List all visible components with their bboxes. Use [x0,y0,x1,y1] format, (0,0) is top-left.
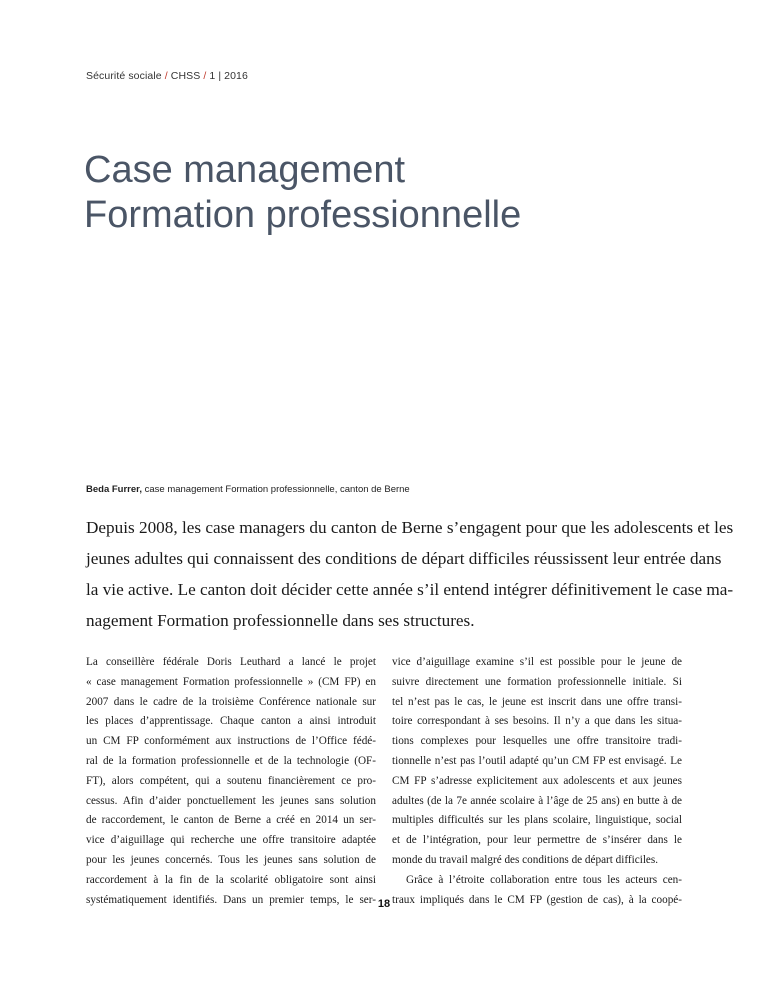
byline [86,484,410,495]
body-line: tel n’est pas le cas, le jeune est inscrit dans une offre transi- [392,695,682,708]
body-line: suivre directement une formation professionnelle initiale. Si [392,675,682,688]
body-line: tions complexes pour lesquelles une offre transitoire tradi- [392,735,682,748]
body-line: de raccordement, le canton de Berne a créé en 2014 un ser- [86,814,376,827]
body-line: vice d’aiguillage qui recherche une offre transitoire adaptée [86,834,376,847]
title-line: Formation professionnelle [84,194,522,236]
body-line: cessus. Afin d’aider ponctuellement les jeunes sans solution [86,794,376,807]
header-separator: / [164,70,168,82]
body-line: systématiquement identifiés. Dans un premier temps, le ser- [86,893,376,906]
journal-name: Sécurité sociale [86,70,162,82]
body-line: un CM FP conformément aux instructions de l’Office fédé- [86,735,376,748]
header-separator: / [203,70,207,82]
running-header [86,70,248,82]
body-line: toire correspondant à ses besoins. Il n’y a que dans les situa- [392,715,682,728]
article-title [84,148,684,238]
lead-paragraph [86,512,734,636]
author-affiliation: case management Formation professionnelle, canton de Berne [141,484,410,495]
body-line: ral de la formation professionnelle et de la technologie (OF- [86,754,376,767]
body-line: 2007 dans le cadre de la troisième Conférence nationale sur [86,695,376,708]
lead-line: jeunes adultes qui connaissent des conditions de départ difficiles réussissent leur entrée dans [86,549,722,568]
body-column-right [392,653,682,910]
body-line: et de l’intégration, pour leur permettre de s’insérer dans le [392,834,682,847]
body-line: FT), alors compétent, qui a soutenu financièrement ce pro- [86,774,376,787]
body-line: pour les jeunes concernés. Tous les jeunes sans solution de [86,853,376,866]
issue-number: 1 | 2016 [209,70,248,82]
body-line: raccordement à la fin de la scolarité obligatoire sont ainsi [86,873,376,886]
body-line: adultes (de la 7e année scolaire à l’âge de 25 ans) en butte à de [392,794,682,807]
body-line: La conseillère fédérale Doris Leuthard a lancé le projet [86,656,376,668]
body-line: monde du travail malgré des conditions de départ difficiles. [392,853,659,866]
author-name: Beda Furrer, [86,484,142,495]
journal-code: CHSS [170,70,201,82]
body-line: tionnelle n’est pas l’outil adapté qu’un CM FP est envisagé. Le [392,754,682,767]
body-line: Grâce à l’étroite collaboration entre tous les acteurs cen- [406,873,682,886]
lead-line: la vie active. Le canton doit décider cette année s’il entend intégrer définitivement le case ma- [86,580,734,599]
body-line: multiples difficultés sur les plans scolaire, linguistique, social [392,814,682,827]
body-line: CM FP s’adresse explicitement aux adolescents et aux jeunes [392,774,682,787]
body-line: vice d’aiguillage examine s’il est possible pour le jeune de [392,656,682,668]
body-line: les places d’apprentissage. Chaque canton a ainsi introduit [86,715,376,728]
lead-line: nagement Formation professionnelle dans ses structures. [86,611,475,630]
page-number: 18 [377,898,391,910]
body-line: traux impliqués dans le CM FP (gestion de cas), à la coopé- [392,893,682,906]
lead-line: Depuis 2008, les case managers du canton de Berne s’engagent pour que les adolescents et les [86,518,734,537]
body-column-left [86,653,376,910]
title-line: Case management [84,149,406,191]
body-line: « case management Formation professionnelle » (CM FP) en [86,675,376,688]
